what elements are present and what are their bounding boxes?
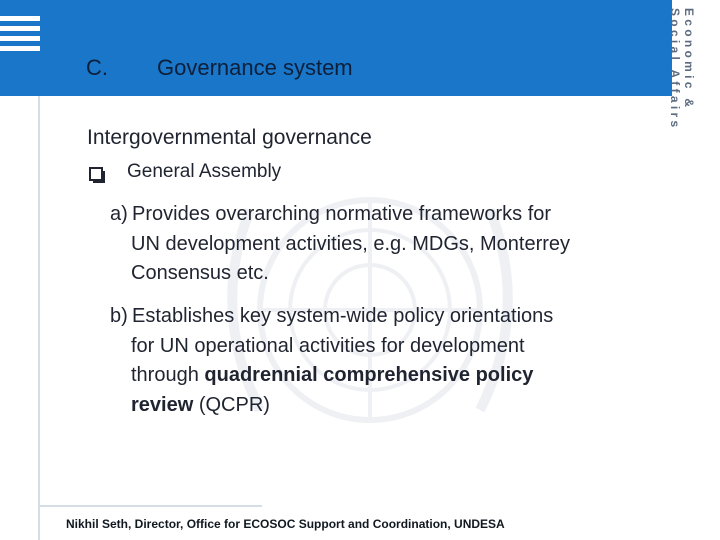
item-line xyxy=(110,361,680,391)
section-title: Governance system xyxy=(157,55,353,80)
bullet-label: General Assembly xyxy=(127,161,282,182)
item-line xyxy=(110,391,680,421)
item-line: for UN operational activities for development xyxy=(131,334,525,357)
item-line: UN development activities, e.g. MDGs, Monterrey xyxy=(131,232,571,255)
item-marker: b) xyxy=(110,305,128,327)
subheading: Intergovernmental governance xyxy=(87,126,372,149)
checkbox-square-icon xyxy=(89,167,103,181)
item-text: through xyxy=(131,364,205,386)
item-bold-text: quadrennial comprehensive policy xyxy=(204,364,534,386)
list-item-b xyxy=(110,302,680,420)
item-line: Provides overarching normative frameworks for xyxy=(132,203,552,225)
vertical-title-line: Social Affairs xyxy=(668,8,682,131)
item-bold-text: review xyxy=(131,393,194,416)
item-text: (QCPR) xyxy=(193,393,270,416)
left-rule xyxy=(38,96,40,540)
header-bar xyxy=(0,0,672,96)
section-letter: C. xyxy=(86,55,108,80)
item-marker: a) xyxy=(110,203,128,225)
bullet-general-assembly xyxy=(89,161,281,183)
vertical-title-line: Economic & xyxy=(682,8,696,111)
list-item-a xyxy=(110,200,680,289)
item-line: Establishes key system-wide policy orientations xyxy=(132,305,554,327)
footer-credit: Nikhil Seth, Director, Office for ECOSOC Support and Coordination, UNDESA xyxy=(66,517,505,531)
item-line: Consensus etc. xyxy=(131,262,269,284)
menu-bars-icon xyxy=(0,16,40,56)
footer-rule xyxy=(40,505,262,507)
